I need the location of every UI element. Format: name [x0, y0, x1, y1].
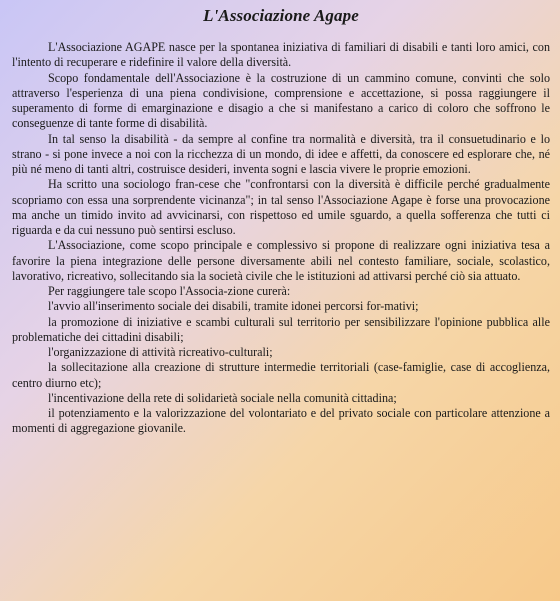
paragraph: In tal senso la disabilità - da sempre al confine tra normalità e diversità, tra il consuetudinario e lo strano - si pone invece a noi con la ricchezza di un mondo, di idee e affetti, da conoscere ed esplorare che, né più né meno di tanti altri, costruisce desideri, inventa sogni e lascia vivere le proprie emozioni. [12, 131, 550, 176]
list-item: il potenziamento e la valorizzazione del volontariato e del privato sociale con particolare attenzione a momenti di aggregazione giovanile. [12, 406, 550, 436]
document-body [12, 40, 550, 437]
paragraph: Ha scritto una sociologo fran-cese che "confrontarsi con la diversità è difficile perché gradualmente scopriamo con essa una sorprendente vicinanza"; in tal senso l'Associazione Agape è forse una provocazione ma anche un timido invito ad avvicinarsi, con rispettoso ed umile sguardo, a quella sofferenza che tutti ci riguarda e da cui nessuno può sentirsi escluso. [12, 177, 550, 237]
page-title: L'Associazione Agape [203, 6, 359, 25]
paragraph: Per raggiungere tale scopo l'Associa-zione curerà: [48, 284, 291, 298]
paragraph: L'Associazione, come scopo principale e complessivo si propone di realizzare ogni iniziativa tesa a favorire la piena integrazione delle persone diversamente abili nel contesto familiare, sociale, scolastico, lavorativo, ricreativo, sollecitando sia la società civile che le istituzioni ad attivarsi perché ciò sia attuato. [12, 238, 550, 283]
list-item: la sollecitazione alla creazione di strutture intermedie territoriali (case-famiglie, case di accoglienza, centro diurno etc); [12, 360, 550, 390]
list-item: l'incentivazione della rete di solidarietà sociale nella comunità cittadina; [48, 390, 397, 405]
list-item: la promozione di iniziative e scambi culturali sul territorio per sensibilizzare l'opinione pubblica alle problematiche dei cittadini disabili; [12, 314, 550, 344]
paragraph: Scopo fondamentale dell'Associazione è la costruzione di un cammino comune, convinti che solo attraverso l'esperienza di una piena condivisione, comprensione e accettazione, si possa raggiungere il superamento di forme di emarginazione e disagio a che si manifestano a carico di coloro che soffrono le conseguenze di tante forme di disabilità. [12, 70, 550, 131]
list-item: l'organizzazione di attività ricreativo-culturali; [48, 345, 273, 359]
paragraph: L'Associazione AGAPE nasce per la spontanea iniziativa di familiari di disabili e tanti loro amici, con l'intento di recuperare e ridefinire il valore della diversità. [12, 40, 550, 70]
list-item: l'avvio all'inserimento sociale dei disabili, tramite idonei percorsi for-mativi; [48, 299, 419, 314]
